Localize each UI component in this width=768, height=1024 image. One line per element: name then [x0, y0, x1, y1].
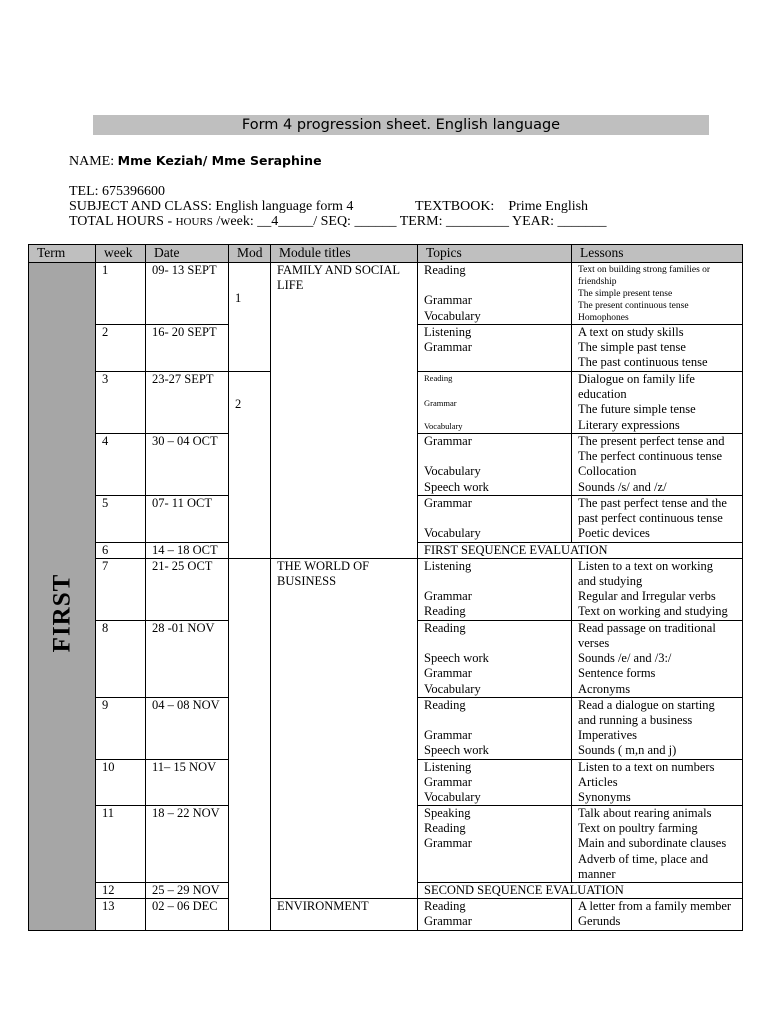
lessons-cell: [572, 899, 743, 931]
lesson-item: Read a dialogue on starting: [578, 697, 715, 712]
lesson-item: The past perfect tense and the: [578, 496, 727, 510]
subject-line: SUBJECT AND CLASS: English language form 4: [69, 199, 354, 214]
lesson-item: manner: [578, 866, 616, 881]
topic-item: Vocabulary: [424, 681, 481, 696]
lesson-item: The perfect continuous tense: [578, 449, 723, 464]
mod-cell: 2: [229, 372, 271, 559]
lessons-cell: [572, 697, 743, 759]
module-title-cell: THE WORLD OF BUSINESS: [271, 558, 418, 899]
progression-table: [28, 244, 743, 931]
topic-item: Grammar: [424, 589, 472, 604]
term-label: FIRST: [48, 573, 76, 653]
topic-item: Speaking: [424, 806, 471, 821]
lesson-item: Adverb of time, place and: [578, 851, 709, 866]
topics-cell: [418, 372, 572, 434]
date-cell: 14 – 18 OCT: [146, 542, 229, 558]
name-label: NAME:: [69, 154, 118, 169]
date-cell: 07- 11 OCT: [146, 496, 229, 543]
topic-item: Grammar: [424, 914, 472, 929]
topic-item: Grammar: [424, 293, 472, 308]
topic-item: Listening: [424, 325, 472, 339]
topic-item: Vocabulary: [424, 526, 481, 541]
date-cell: 25 – 29 NOV: [146, 883, 229, 899]
hours-rest: /week: __4_____/ SEQ: ______ TERM: _________ YEAR: _______: [212, 214, 607, 229]
lesson-item: The future simple tense: [578, 402, 696, 417]
topics-cell: [418, 620, 572, 697]
header-topics: Topics: [418, 245, 572, 263]
topic-item: Grammar: [424, 397, 457, 408]
date-cell: 30 – 04 OCT: [146, 434, 229, 496]
lesson-item: A letter from a family member: [578, 899, 732, 914]
header-module-titles: Module titles: [271, 245, 418, 263]
lesson-item: The present continuous tense: [578, 301, 689, 311]
term-cell: [29, 263, 96, 931]
topic-item: Vocabulary: [424, 789, 481, 804]
topic-item: Grammar: [424, 496, 472, 510]
topics-cell: [418, 325, 572, 372]
hours-word: HOURS: [175, 216, 213, 228]
topics-cell: [418, 558, 572, 620]
lesson-item: Main and subordinate clauses: [578, 836, 727, 851]
topic-item: Vocabulary: [424, 308, 481, 323]
week-cell: 9: [96, 697, 146, 759]
lesson-item: Read passage on traditional: [578, 620, 716, 635]
topics-cell: [418, 806, 572, 883]
topic-item: [424, 574, 571, 589]
lesson-item: Imperatives: [578, 728, 638, 743]
textbook-line: TEXTBOOK: Prime English: [415, 199, 589, 214]
date-cell: 18 – 22 NOV: [146, 806, 229, 883]
lesson-item: Dialogue on family life education: [578, 372, 695, 402]
week-cell: 7: [96, 558, 146, 620]
week-cell: 11: [96, 806, 146, 883]
lessons-cell: [572, 372, 743, 434]
topic-item: Reading: [424, 821, 466, 836]
lesson-item: Poetic devices: [578, 526, 650, 541]
lesson-item: Synonyms: [578, 789, 631, 804]
date-cell: 11– 15 NOV: [146, 759, 229, 806]
lessons-cell: [572, 263, 743, 325]
topic-item: Reading: [424, 373, 453, 383]
topics-cell: [418, 434, 572, 496]
header-mod: Mod: [229, 245, 271, 263]
topic-item: Grammar: [424, 340, 472, 355]
evaluation-cell: SECOND SEQUENCE EVALUATION: [418, 883, 743, 899]
lesson-item: The simple present tense: [578, 289, 673, 299]
lesson-item: Sentence forms: [578, 666, 656, 681]
topic-item: Listening: [424, 759, 472, 774]
header-week: week: [96, 245, 146, 263]
topic-item: Reading: [424, 620, 466, 635]
topic-item: Reading: [424, 604, 466, 619]
date-cell: 02 – 06 DEC: [146, 899, 229, 931]
topic-item: Reading: [424, 263, 466, 277]
lesson-item: Articles: [578, 774, 618, 789]
topic-item: Reading: [424, 697, 466, 712]
module-title-cell: FAMILY AND SOCIAL LIFE: [271, 263, 418, 559]
topic-item: Speech work: [424, 743, 489, 758]
lesson-item: Listen to a text on numbers: [578, 759, 715, 774]
lesson-item: A text on study skills: [578, 325, 684, 339]
topic-item: [424, 713, 571, 728]
lesson-item: Literary expressions: [578, 417, 680, 432]
topic-item: Vocabulary: [424, 421, 463, 431]
lesson-item: and running a business: [578, 712, 693, 727]
date-cell: 04 – 08 NOV: [146, 697, 229, 759]
topic-item: [424, 511, 571, 526]
lesson-item: The present perfect tense and: [578, 434, 725, 448]
table-row: [29, 558, 743, 620]
week-cell: 13: [96, 899, 146, 931]
lesson-item: Sounds ( m,n and j): [578, 743, 677, 758]
lesson-item: Gerunds: [578, 914, 621, 929]
lessons-cell: [572, 806, 743, 883]
lesson-item: Text on building strong families or friendship: [578, 265, 711, 287]
topic-item: Reading: [424, 899, 466, 914]
lesson-item: Collocation: [578, 464, 637, 479]
topic-item: Grammar: [424, 836, 472, 851]
header-date: Date: [146, 245, 229, 263]
week-cell: 1: [96, 263, 146, 325]
topic-item: Grammar: [424, 434, 472, 448]
week-cell: 6: [96, 542, 146, 558]
hours-prefix: TOTAL HOURS -: [69, 214, 176, 229]
lesson-item: Talk about rearing animals: [578, 806, 712, 821]
topic-item: Vocabulary: [424, 464, 481, 479]
table-header-row: [29, 245, 743, 263]
lesson-item: Regular and Irregular verbs: [578, 589, 716, 604]
lesson-item: Homophones: [578, 313, 629, 323]
module-title-cell: ENVIRONMENT: [271, 899, 418, 931]
lessons-cell: [572, 620, 743, 697]
lesson-item: The past continuous tense: [578, 355, 708, 370]
topic-item: [424, 449, 571, 464]
topic-item: [424, 636, 571, 651]
name-line: [69, 153, 322, 169]
header-lessons: Lessons: [572, 245, 743, 263]
lessons-cell: [572, 759, 743, 806]
table-row: [29, 263, 743, 325]
lessons-cell: [572, 434, 743, 496]
week-cell: 3: [96, 372, 146, 434]
topic-item: Grammar: [424, 666, 472, 681]
week-cell: 4: [96, 434, 146, 496]
topic-item: [424, 278, 571, 293]
week-cell: 5: [96, 496, 146, 543]
lesson-item: and studying: [578, 573, 643, 588]
lessons-cell: [572, 325, 743, 372]
date-cell: 21- 25 OCT: [146, 558, 229, 620]
lesson-item: Sounds /e/ and /3:/: [578, 651, 672, 666]
topic-item: Speech work: [424, 651, 489, 666]
date-cell: 28 -01 NOV: [146, 620, 229, 697]
date-cell: 23-27 SEPT: [146, 372, 229, 434]
topics-cell: [418, 759, 572, 806]
week-cell: 10: [96, 759, 146, 806]
topic-item: Grammar: [424, 774, 472, 789]
lesson-item: The simple past tense: [578, 340, 686, 355]
hours-line: [69, 214, 606, 230]
topics-cell: [418, 263, 572, 325]
week-cell: 8: [96, 620, 146, 697]
lesson-item: Acronyms: [578, 681, 631, 696]
lesson-item: Text on poultry farming: [578, 821, 698, 836]
document-title: Form 4 progression sheet. English language: [93, 115, 709, 135]
tel-line: TEL: 675396600: [69, 184, 166, 199]
mod-cell: 1: [229, 263, 271, 372]
lessons-cell: [572, 496, 743, 543]
header-term: Term: [29, 245, 96, 263]
topic-item: Listening: [424, 558, 472, 573]
topics-cell: [418, 899, 572, 931]
topics-cell: [418, 697, 572, 759]
table-row: [29, 899, 743, 931]
topic-item: Grammar: [424, 728, 472, 743]
date-cell: 16- 20 SEPT: [146, 325, 229, 372]
mod-cell: [229, 558, 271, 931]
teacher-names: Mme Keziah/ Mme Seraphine: [117, 153, 322, 168]
lesson-item: Sounds /s/ and /z/: [578, 479, 667, 494]
topic-item: Speech work: [424, 479, 489, 494]
topics-cell: [418, 496, 572, 543]
week-cell: 12: [96, 883, 146, 899]
week-cell: 2: [96, 325, 146, 372]
evaluation-cell: FIRST SEQUENCE EVALUATION: [418, 542, 743, 558]
date-cell: 09- 13 SEPT: [146, 263, 229, 325]
lesson-item: Text on working and studying: [578, 604, 728, 619]
lessons-cell: [572, 558, 743, 620]
lesson-item: verses: [578, 635, 610, 650]
lesson-item: past perfect continuous tense: [578, 511, 723, 526]
lesson-item: Listen to a text on working: [578, 558, 714, 573]
